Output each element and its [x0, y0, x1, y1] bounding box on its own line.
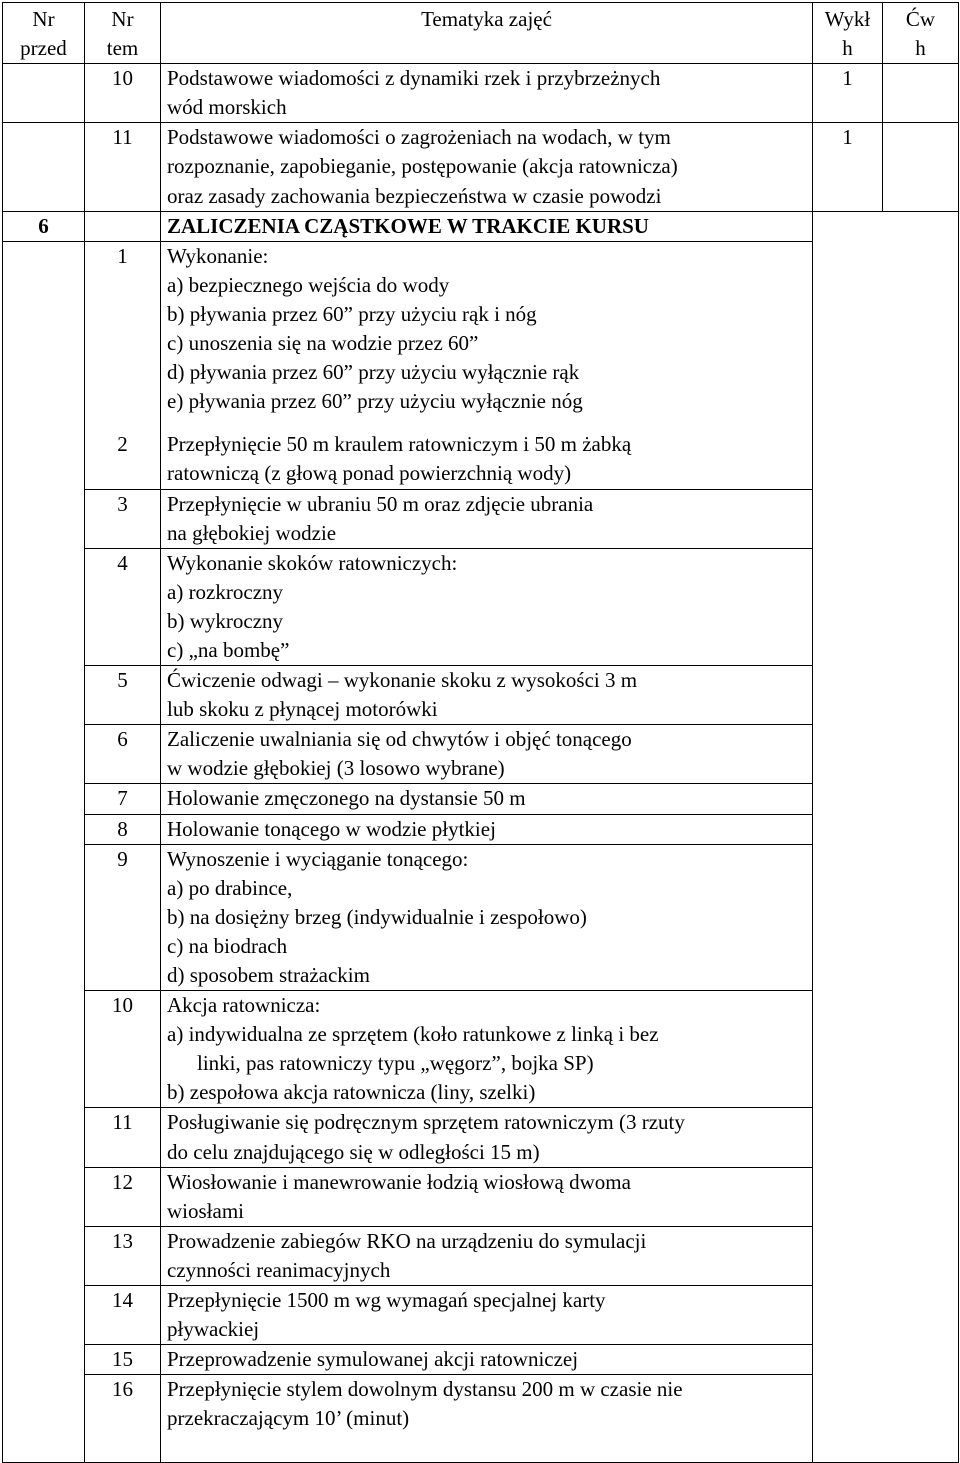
- topic-line: Przeprowadzenie symulowanej akcji ratowniczej: [167, 1347, 579, 1372]
- cell-topic: [161, 1167, 813, 1226]
- cell-nr-przed: [3, 123, 85, 211]
- topic-line: linki, pas ratowniczy typu „węgorz”, bojka SP): [197, 1051, 594, 1076]
- topic-line: Wynoszenie i wyciąganie tonącego:: [167, 846, 469, 871]
- topic-line: oraz zasady zachowania bezpieczeństwa w czasie powodzi: [167, 183, 662, 208]
- header-topic: [161, 3, 813, 64]
- header-lecture-hours-line: h: [842, 36, 853, 61]
- topic-line: Wykonanie skoków ratowniczych:: [167, 550, 458, 575]
- topic-line: e) pływania przez 60” przy użyciu wyłącznie nóg: [167, 389, 583, 414]
- cell-topic: [161, 814, 813, 844]
- cell-topic: [161, 666, 813, 725]
- topic-line: Podstawowe wiadomości o zagrożeniach na wodach, w tym: [167, 125, 671, 150]
- cell-topic: [161, 1345, 813, 1375]
- header-nr-tem-line: Nr: [111, 7, 134, 31]
- table-row: [3, 64, 959, 123]
- topic-line: lub skoku z płynącej motorówki: [167, 697, 438, 722]
- cell-nr-tem: [85, 211, 161, 241]
- header-nr-przed-line: Nr: [32, 7, 55, 31]
- cell-topic: [161, 489, 813, 548]
- cell-topic: [161, 64, 813, 123]
- cell-nr-tem: 6: [85, 725, 161, 784]
- hours-empty-block: [813, 211, 959, 1462]
- topic-line: Wiosłowanie i manewrowanie łodzią wiosłową dwoma: [167, 1169, 631, 1194]
- topic-line: c) na biodrach: [167, 933, 288, 958]
- cell-lecture-hours: 1: [813, 123, 883, 211]
- topic-line: wód morskich: [167, 95, 287, 120]
- cell-nr-tem: 10: [85, 64, 161, 123]
- cell-topic: [161, 1108, 813, 1167]
- cell-nr-tem: 8: [85, 814, 161, 844]
- cell-topic: [161, 430, 813, 489]
- header-nr-tem: [85, 3, 161, 64]
- cell-lecture-hours: 1: [813, 64, 883, 123]
- topic-line: a) po drabince,: [167, 875, 293, 900]
- topic-line: a) bezpiecznego wejścia do wody: [167, 272, 450, 297]
- topic-line: Ćwiczenie odwagi – wykonanie skoku z wysokości 3 m: [167, 668, 638, 693]
- header-exercise-hours: [883, 3, 959, 64]
- section-row: [3, 211, 959, 241]
- topic-line: Akcja ratownicza:: [167, 993, 321, 1018]
- cell-nr-tem: 13: [85, 1226, 161, 1285]
- topic-line: b) wykroczny: [167, 608, 284, 633]
- cell-topic: [161, 1286, 813, 1345]
- course-topics-table: [2, 2, 959, 1463]
- cell-topic: [161, 548, 813, 665]
- cell-nr-tem: 4: [85, 548, 161, 665]
- cell-nr-przed: [3, 64, 85, 123]
- header-row: [3, 3, 959, 64]
- cell-nr-tem: 14: [85, 1286, 161, 1345]
- header-exercise-hours-line: h: [915, 36, 926, 61]
- topic-line: b) pływania przez 60” przy użyciu rąk i nóg: [167, 301, 537, 326]
- topic-line: b) na dosiężny brzeg (indywidualnie i zespołowo): [167, 904, 587, 929]
- section-title: ZALICZENIA CZĄSTKOWE W TRAKCIE KURSU: [161, 211, 813, 241]
- header-lecture-hours: [813, 3, 883, 64]
- cell-topic: [161, 1375, 813, 1462]
- cell-nr-tem: 12: [85, 1167, 161, 1226]
- table-row: [3, 123, 959, 211]
- topic-line: przekraczającym 10’ (minut): [167, 1406, 410, 1431]
- cell-nr-tem: 9: [85, 844, 161, 990]
- topic-line: wiosłami: [167, 1198, 244, 1223]
- cell-nr-tem: 3: [85, 489, 161, 548]
- topic-line: d) pływania przez 60” przy użyciu wyłącznie rąk: [167, 360, 580, 385]
- header-nr-przed: [3, 3, 85, 64]
- topic-line: Posługiwanie się podręcznym sprzętem ratowniczym (3 rzuty: [167, 1110, 685, 1135]
- header-nr-tem-line: tem: [106, 36, 139, 61]
- topic-line: Przepłynięcie stylem dowolnym dystansu 200 m w czasie nie: [167, 1377, 683, 1402]
- section-number: 6: [3, 211, 85, 241]
- topic-line: ratowniczą (z głową ponad powierzchnią wody): [167, 461, 572, 486]
- topic-line: Podstawowe wiadomości z dynamiki rzek i przybrzeżnych: [167, 66, 661, 91]
- cell-nr-tem: 11: [85, 1108, 161, 1167]
- cell-topic: [161, 991, 813, 1108]
- topic-line: a) rozkroczny: [167, 579, 284, 604]
- topic-line: Przepłynięcie 50 m kraulem ratowniczym i 50 m żabką: [167, 432, 632, 457]
- cell-topic: [161, 844, 813, 990]
- header-lecture-hours-line: Wykł: [824, 7, 871, 31]
- topic-line: Holowanie zmęczonego na dystansie 50 m: [167, 786, 526, 811]
- topic-line: Wykonanie:: [167, 243, 269, 268]
- cell-nr-tem: 5: [85, 666, 161, 725]
- cell-nr-tem: 7: [85, 784, 161, 814]
- nr-przed-merged-cell: [3, 241, 85, 1462]
- cell-topic: [161, 784, 813, 814]
- topic-line: pływackiej: [167, 1317, 260, 1342]
- topic-line: czynności reanimacyjnych: [167, 1257, 391, 1282]
- cell-nr-tem: 10: [85, 991, 161, 1108]
- cell-nr-tem: 16: [85, 1375, 161, 1462]
- topic-line: Zaliczenie uwalniania się od chwytów i objęć tonącego: [167, 727, 632, 752]
- cell-topic: [161, 123, 813, 211]
- cell-nr-tem: 2: [85, 430, 161, 489]
- topic-line: Holowanie tonącego w wodzie płytkiej: [167, 816, 496, 841]
- topic-line: w wodzie głębokiej (3 losowo wybrane): [167, 756, 505, 781]
- header-nr-przed-line: przed: [20, 36, 67, 61]
- header-topic-label: Tematyka zajęć: [421, 7, 552, 31]
- topic-line: a) indywidualna ze sprzętem (koło ratunkowe z linką i bez: [167, 1022, 659, 1047]
- topic-line: d) sposobem strażackim: [167, 963, 370, 987]
- topic-line: do celu znajdującego się w odległości 15 m): [167, 1139, 540, 1164]
- topic-line: rozpoznanie, zapobieganie, postępowanie (akcja ratownicza): [167, 154, 678, 179]
- header-exercise-hours-line: Ćw: [905, 7, 936, 31]
- cell-exercise-hours: [883, 123, 959, 211]
- cell-topic: [161, 725, 813, 784]
- topic-line: c) unoszenia się na wodzie przez 60”: [167, 331, 479, 356]
- topic-line: Przepłynięcie 1500 m wg wymagań specjalnej karty: [167, 1288, 606, 1313]
- topic-line: na głębokiej wodzie: [167, 520, 337, 545]
- cell-nr-tem: 15: [85, 1345, 161, 1375]
- topic-line: c) „na bombę”: [167, 637, 290, 662]
- cell-nr-tem: 11: [85, 123, 161, 211]
- topic-line: Przepłynięcie w ubraniu 50 m oraz zdjęcie ubrania: [167, 491, 594, 516]
- cell-exercise-hours: [883, 64, 959, 123]
- cell-topic: [161, 241, 813, 430]
- cell-nr-tem: 1: [85, 241, 161, 430]
- topic-line: Prowadzenie zabiegów RKO na urządzeniu do symulacji: [167, 1228, 647, 1253]
- topic-line: b) zespołowa akcja ratownicza (liny, szelki): [167, 1080, 536, 1105]
- cell-topic: [161, 1226, 813, 1285]
